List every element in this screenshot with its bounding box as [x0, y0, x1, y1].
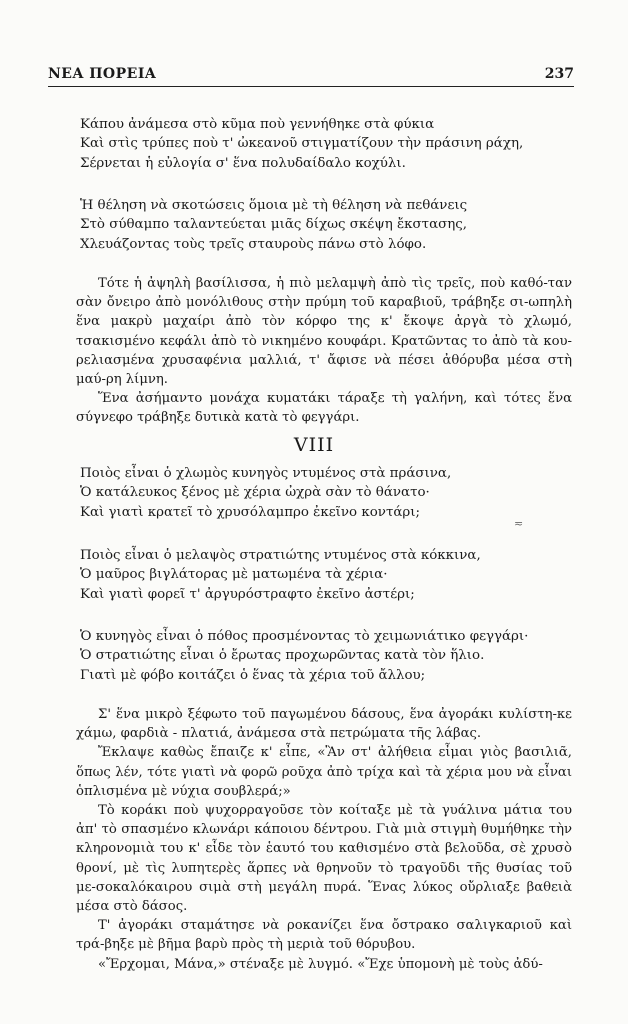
verse-line: Ὁ μαῦρος βιγλάτορας μὲ ματωμένα τὰ χέρια·	[80, 567, 388, 583]
verse-line: Ὁ κατάλευκος ξένος μὲ χέρια ὠχρὰ σὰν τὸ θάνατο·	[80, 485, 430, 501]
verse-line: Ἡ θέληση νὰ σκοτώσεις ὅμοια μὲ τὴ θέληση νὰ πεθάνεις	[80, 198, 468, 213]
prose-section-1	[76, 274, 572, 428]
verse-line: Καὶ στὶς τρύπες ποὺ τ' ὠκεανοῦ στιγματίζουν τὴν πράσινη ράχη,	[80, 136, 524, 152]
prose-paragraph: Σ' ἕνα μικρὸ ξέφωτο τοῦ παγωμένου δάσους, ἕνα ἀγοράκι κυλίστη-κε χάμω, φαρδιὰ - πλατιά, ἀνάμεσα στὰ πετρώματα τῆς λάβας.	[76, 707, 572, 742]
verse-line: Γιατὶ μὲ φόβο κοιτάζει ὁ ἕνας τὰ χέρια τοῦ ἄλλου;	[80, 667, 426, 683]
stanza-4	[80, 546, 570, 604]
prose-paragraph: Τὸ κοράκι ποὺ ψυχορραγοῦσε τὸν κοίταξε μὲ τὰ γυάλινα μάτια του ἀπ' τὸ σπασμένο κλωνάρι κάποιου δέντρου. Γιὰ μιὰ στιγμὴ θυμήθηκε τὴν κληρονομιὰ του κ' εἶδε τὸν ἑαυτό του καθισμένο στὰ βελοῦδα, σὲ χρυσὸ θρονί, μὲ τὶς λυπητερὲς ἅρπες νὰ θρηνοῦν τὸ τραγοῦδι τῆς θυσίας τοῦ με-σοκαλόκαιρου σιμὰ στὴ μεγάλη πυρά. Ἕνας λύκος οὔρλιαξε βαθειὰ μέσα στὸ δάσος.	[76, 803, 572, 915]
page-number: 237	[544, 66, 574, 82]
prose-paragraph: «Ἔρχομαι, Μάνα,» στέναξε μὲ λυγμό. «Ἔχε ὑπομονὴ μὲ τοὺς ἀδύ-	[98, 956, 543, 972]
prose-paragraph: Τότε ἡ ἀψηλὴ βασίλισσα, ἡ πιὸ μελαμψὴ ἀπὸ τὶς τρεῖς, ποὺ καθό-ταν σὰν ὄνειρο ἀπὸ μονόλιθους στὴν πρύμη τοῦ καραβιοῦ, τράβηξε σι-ωπηλὴ ἕνα μακρὺ μαχαίρι ἀπὸ τὸν κόρφο της κ' ἔκοψε ἀργὰ τὸ χλωμό, τσακισμένο κεφάλι ἀπὸ τὸ νικημένο κουφάρι. Κρατῶντας το ἀπὸ τὰ κου-ρελιασμένα χρυσαφένια μαλλιά, τ' ἄφισε νὰ πέσει ἀθόρυβα μέσα στὴ μαύ-ρη λίμνη.	[76, 276, 572, 388]
journal-title: ΝΕΑ ΠΟΡΕΙΑ	[48, 66, 157, 82]
verse-line: Καὶ γιατὶ κρατεῖ τὸ χρυσόλαμπρο ἐκεῖνο κοντάρι;	[80, 504, 421, 520]
running-head	[48, 64, 574, 87]
pencil-mark-icon: ≂	[514, 517, 524, 530]
stanza-2	[80, 196, 570, 254]
stanza-1	[80, 115, 570, 173]
verse-line: Ποιὸς εἶναι ὁ χλωμὸς κυνηγὸς ντυμένος στὰ πράσινα,	[80, 466, 452, 481]
section-numeral: VIII	[293, 434, 335, 456]
prose-paragraph: Ἕνα ἀσήμαντο μονάχα κυματάκι τάραξε τὴ γαλήνη, καὶ τότες ἕνα σύγνεφο τράβηξε δυτικὰ κατὰ τὸ φεγγάρι.	[76, 391, 572, 426]
verse-line: Ὁ κυνηγὸς εἶναι ὁ πόθος προσμένοντας τὸ χειμωνιάτικο φεγγάρι·	[80, 629, 529, 644]
stanza-3	[80, 464, 570, 522]
verse-line: Κάπου ἀνάμεσα στὸ κῦμα ποὺ γεννήθηκε στὰ φύκια	[80, 117, 435, 132]
verse-line: Καὶ γιατὶ φορεῖ τ' ἀργυρόστραφτο ἐκεῖνο ἀστέρι;	[80, 586, 415, 602]
verse-line: Ποιὸς εἶναι ὁ μελαψὸς στρατιώτης ντυμένος στὰ κόκκινα,	[80, 548, 481, 563]
prose-paragraph: Τ' ἀγοράκι σταμάτησε νὰ ροκανίζει ἕνα ὄστρακο σαλιγκαριοῦ καὶ τρά-βηξε μὲ βῆμα βαρὺ πρὸς τὴ μεριὰ τοῦ θόρυβου.	[76, 918, 572, 953]
prose-paragraph: Ἔκλαψε καθὼς ἔπαιζε κ' εἶπε, «Ἂν στ' ἀλήθεια εἶμαι γιὸς βασιλιᾶ, ὅπως λέν, τότε γιατὶ νὰ φορῶ ροῦχα ἀπὸ τρίχα καὶ τὰ χέρια μου νὰ εἶναι ὁπλισμένα μὲ νύχια σουβλερά;»	[76, 745, 572, 799]
verse-line: Στὸ σύθαμπο ταλαντεύεται μιᾶς δίχως σκέψη ἔκστασης,	[80, 217, 468, 233]
verse-line: Χλευάζοντας τοὺς τρεῖς σταυροὺς πάνω στὸ λόφο.	[80, 236, 427, 252]
verse-line: Ὁ στρατιώτης εἶναι ὁ ἔρωτας προχωρῶντας κατὰ τὸν ἥλιο.	[80, 648, 485, 664]
verse-line: Σέρνεται ἡ εὐλογία σ' ἕνα πολυδαίδαλο κοχύλι.	[80, 155, 406, 171]
stanza-5	[80, 627, 570, 685]
prose-section-2	[76, 705, 572, 974]
